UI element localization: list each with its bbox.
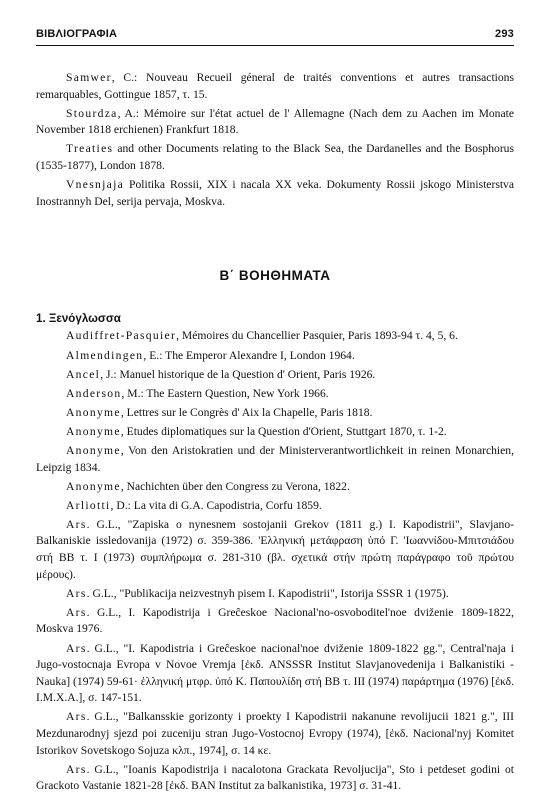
bibliography-content <box>36 70 514 797</box>
entry-author: Ars <box>66 641 87 655</box>
bibliography-entry <box>36 424 514 441</box>
entry-author: Ancel <box>66 367 101 381</box>
entry-text: . G.L., "Ioanis Kapodistrija i nacalotona Grackata Revoljucija", Sto i petdeset godini ot Grackoto Vastanie 1821-28 [ἐκδ. BAN Institut za balkanistika, 1973] σ. 31-41. <box>36 762 514 793</box>
entry-author: Audiffret-Pasquier <box>66 329 177 343</box>
bibliography-entry <box>36 443 514 476</box>
entry-author: Anderson <box>66 386 122 400</box>
bibliography-entry <box>36 709 514 759</box>
entry-author: Ars <box>66 762 87 776</box>
entry-author: Anonyme <box>66 479 121 493</box>
page-number: 293 <box>495 28 514 40</box>
entry-text: , Lettres sur le Congrès d' Aix la Chapelle, Paris 1818. <box>120 405 373 419</box>
primary-sources-list <box>36 70 514 210</box>
entry-text: , J.: Manuel historique de la Question d' Orient, Paris 1926. <box>100 367 376 381</box>
entry-author: Samwer <box>66 71 112 84</box>
section-heading: Β΄ ΒΟΗΘΗΜΑΤΑ <box>219 268 331 284</box>
entry-author: Arliotti <box>66 498 111 512</box>
bibliography-entry <box>36 479 514 496</box>
bibliography-entry <box>36 586 514 603</box>
entry-text: , Etudes diplomatiques sur la Question d'Orient, Stuttgart 1870, τ. 1-2. <box>120 424 447 438</box>
entry-author: Ars <box>66 586 87 600</box>
bibliography-entry <box>36 762 514 795</box>
entry-author: Treaties <box>66 142 114 156</box>
entry-text: . G.L., "Balkansskie gorizonty i proekty I Kapodistrii nakanune revolijucii 1821 g.", III Mezdunarodnyj sjezd poi zuceniju stran Jugo-Vostocnoj Evropy (1974), [ἐκδ. Nacional'nyj Komitet Istorikov Sovetskogo Sojuza κλπ., 1974], σ. 14 κε. <box>36 710 514 757</box>
bibliography-entry <box>36 348 514 365</box>
entry-text: , M.: The Eastern Question, New York 1966. <box>121 386 329 400</box>
bibliography-entry <box>36 641 514 707</box>
entry-text: , Mémoires du Chancellier Pasquier, Paris 1893-94 τ. 4, 5, 6. <box>176 329 458 343</box>
entry-text: and other Documents relating to the Black Sea, the Dardanelles and the Bosphorus (1535-1877), London 1878. <box>36 142 514 172</box>
bibliography-entry <box>36 70 514 103</box>
secondary-sources-list <box>36 328 514 794</box>
entry-text: , E.: The Emperor Alexandre I, London 1964. <box>143 348 355 362</box>
bibliography-entry <box>36 106 514 139</box>
entry-author: Anonyme <box>66 444 121 457</box>
header-rule <box>36 45 514 46</box>
entry-author: Ars <box>66 710 87 724</box>
bibliography-entry <box>36 605 514 638</box>
entry-text: , Nachichten über den Congress zu Verona, 1822. <box>120 479 350 493</box>
bibliography-entry <box>36 367 514 384</box>
bibliography-entry <box>36 405 514 422</box>
entry-author: Almendingen <box>66 348 144 362</box>
entry-author: Ars <box>66 517 87 531</box>
entry-text: , A.: Mémoire sur l'état actuel de l' Allemagne (Nach dem zu Aachen im Monate November 1818 erchienen) Frankfurt 1818. <box>36 106 514 137</box>
bibliography-entry <box>36 517 514 583</box>
entry-text: Politika Rossii, XIX i nacala XX veka. Dokumenty Rossii jskogo Ministerstva Inostrannyh Del, serija pervaja, Moskva. <box>36 178 514 208</box>
entry-text: , Von den Aristokratien und der Ministerverantwortlichkeit in reinen Monarchien, Leipzig 1834. <box>36 444 514 474</box>
subsection-heading: 1. Ξενόγλωσσα <box>36 311 121 325</box>
bibliography-entry <box>36 177 514 210</box>
bibliography-entry <box>36 141 514 174</box>
entry-text: . G.L., "Zapiska o nynesnem sostojanii Grekov (1811 g.) I. Kapodistrii", Slavjano-Balkaniskie issledovanija (1972) σ. 359-386. 'Ελληνική μετάφραση ὑπό Γ. 'Ιωαννίδου-Μπιτσιάδου στή ΒΒ τ. I (1973) συμπλήρωμα σ. 281-310 (βλ. σχετικά στήν πρώτη παράγραφο τοῦ πρώτου μέρους). <box>36 517 514 581</box>
running-head <box>36 28 514 40</box>
bibliography-entry <box>36 328 514 345</box>
entry-author: Ars <box>66 605 87 619</box>
entry-author: Stourdza <box>66 106 118 120</box>
entry-text: . G.L., "Publikacija neizvestnyh pisem I. Kapodistrii", Istorija SSSR 1 (1975). <box>86 586 449 600</box>
entry-author: Anonyme <box>66 424 121 438</box>
bibliography-entry <box>36 386 514 403</box>
entry-text: , D.: La vita di G.A. Capodistria, Corfu 1859. <box>110 498 322 512</box>
entry-text: , C.: Nouveau Recueil géneral de traités conventions et autres transactions remarquables, Gottingue 1857, τ. 15. <box>36 71 514 101</box>
entry-author: Anonyme <box>66 405 121 419</box>
running-title: ΒΙΒΛΙΟΓΡΑΦΙΑ <box>36 28 118 40</box>
entry-text: . G.L., I. Kapodistrija i Greĉeskoe Nacional'no-osvoboditel'noe dviženie 1809-1822, Moskva 1976. <box>36 605 514 636</box>
entry-text: . G.L., "I. Kapodistria i Greĉeskoe nacional'noe dviženie 1809-1822 gg.", Central'naja i Jugo-vostocnaja Evropa v Novoe Vremja [ἐκδ. ANSSSR Institut Slavjanovedenija i Balkanistiki - Nauka] (1974) 59-61· ἑλληνική μτφρ. ὑπό Κ. Παπουλίδη στή ΒΒ τ. III (1974) παράρτημα (1976) [ἐκδ. I.M.X.A.], σ. 147-151. <box>36 641 514 705</box>
bibliography-entry <box>36 498 514 515</box>
entry-author: Vnesnjaja <box>66 178 125 192</box>
